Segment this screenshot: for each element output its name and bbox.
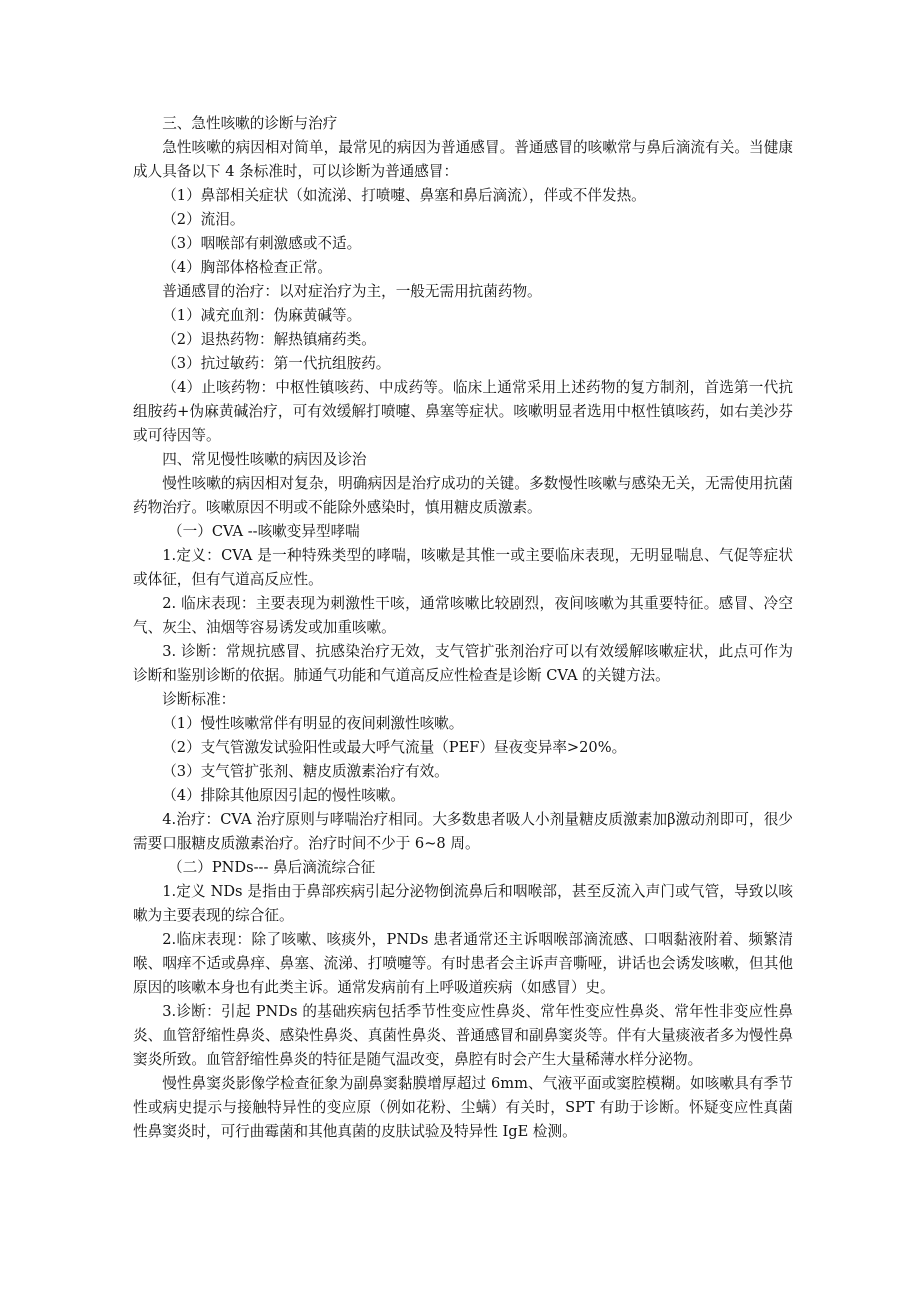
list-item-cold-criterion-3: （3）咽喉部有刺激感或不适。 <box>162 235 362 252</box>
list-item-cva-criterion-1: （1）慢性咳嗽常伴有明显的夜间刺激性咳嗽。 <box>162 715 464 732</box>
paragraph-cva-diagnosis: 3. 诊断：常规抗感冒、抗感染治疗无效，支气管扩张剂治疗可以有效缓解咳嗽症状，此点可作为诊断和鉴别诊断的依据。肺通气功能和气道高反应性检查是诊断 CVA 的关键方法。 <box>133 643 793 684</box>
paragraph-acute-cough-intro: 急性咳嗽的病因相对简单，最常见的病因为普通感冒。普通感冒的咳嗽常与鼻后滴流有关。当健康成人具备以下 4 条标准时，可以诊断为普通感冒： <box>133 139 793 180</box>
paragraph-sinusitis-imaging: 慢性鼻窦炎影像学检查征象为副鼻窦黏膜增厚超过 6mm、气液平面或窦腔模糊。如咳嗽具有季节性或病史提示与接触特异性的变应原（例如花粉、尘螨）有关时，SPT 有助于诊断。怀疑变应性真菌性鼻窦炎时，可行曲霉菌和其他真菌的皮肤试验及特异性 IgE 检测。 <box>133 1075 793 1140</box>
list-item-cva-criterion-3: （3）支气管扩张剂、糖皮质激素治疗有效。 <box>162 763 449 780</box>
paragraph-cva-clinical: 2. 临床表现：主要表现为刺激性干咳，通常咳嗽比较剧烈，夜间咳嗽为其重要特征。感冒、冷空气、灰尘、油烟等容易诱发或加重咳嗽。 <box>133 595 793 636</box>
document-body <box>133 112 793 1144</box>
list-item-treatment-3: （3）抗过敏药：第一代抗组胺药。 <box>162 355 391 372</box>
section-heading-chronic-cough: 四、常见慢性咳嗽的病因及诊治 <box>162 451 367 468</box>
section-heading-acute-cough: 三、急性咳嗽的诊断与治疗 <box>162 115 338 132</box>
list-item-treatment-1: （1）减充血剂：伪麻黄碱等。 <box>162 307 362 324</box>
list-item-treatment-2: （2）退热药物：解热镇痛药类。 <box>162 331 376 348</box>
paragraph-chronic-cough-intro: 慢性咳嗽的病因相对复杂，明确病因是治疗成功的关键。多数慢性咳嗽与感染无关，无需使用抗菌药物治疗。咳嗽原因不明或不能除外感染时，慎用糖皮质激素。 <box>133 475 793 516</box>
list-item-cva-criterion-4: （4）排除其他原因引起的慢性咳嗽。 <box>162 787 405 804</box>
paragraph-pnds-definition: 1.定义 NDs 是指由于鼻部疾病引起分泌物倒流鼻后和咽喉部，甚至反流入声门或气管，导致以咳嗽为主要表现的综合征。 <box>133 883 793 924</box>
list-item-cold-criterion-4: （4）胸部体格检查正常。 <box>162 259 333 276</box>
subheading-cva: （一）CVA --咳嗽变异型哮喘 <box>168 523 360 540</box>
list-item-cold-criterion-2: （2）流泪。 <box>162 211 245 228</box>
paragraph-cold-treatment: 普通感冒的治疗：以对症治疗为主，一般无需用抗菌药物。 <box>162 283 542 300</box>
list-item-treatment-4: （4）止咳药物：中枢性镇咳药、中成药等。临床上通常采用上述药物的复方制剂，首选第一代抗组胺药+伪麻黄碱治疗，可有效缓解打喷嚏、鼻塞等症状。咳嗽明显者选用中枢性镇咳药，如右美沙芬或可待因等。 <box>133 379 793 444</box>
paragraph-cva-definition: 1.定义：CVA 是一种特殊类型的哮喘，咳嗽是其惟一或主要临床表现，无明显喘息、气促等症状或体征，但有气道高反应性。 <box>133 547 793 588</box>
subheading-pnds: （二）PNDs--- 鼻后滴流综合征 <box>168 859 376 876</box>
paragraph-pnds-diagnosis: 3.诊断：引起 PNDs 的基础疾病包括季节性变应性鼻炎、常年性变应性鼻炎、常年性非变应性鼻炎、血管舒缩性鼻炎、感染性鼻炎、真菌性鼻炎、普通感冒和副鼻窦炎等。伴有大量痰液者多为慢性鼻窦炎所致。血管舒缩性鼻炎的特征是随气温改变，鼻腔有时会产生大量稀薄水样分泌物。 <box>133 1003 793 1068</box>
list-item-cold-criterion-1: （1）鼻部相关症状（如流涕、打喷嚏、鼻塞和鼻后滴流），伴或不伴发热。 <box>162 187 646 204</box>
paragraph-pnds-clinical: 2.临床表现：除了咳嗽、咳痰外，PNDs 患者通常还主诉咽喉部滴流感、口咽黏液附着、频繁清喉、咽痒不适或鼻痒、鼻塞、流涕、打喷嚏等。有时患者会主诉声音嘶哑，讲话也会诱发咳嗽，但其他原因的咳嗽本身也有此类主诉。通常发病前有上呼吸道疾病（如感冒）史。 <box>133 931 793 996</box>
list-item-cva-criterion-2: （2）支气管激发试验阳性或最大呼气流量（PEF）昼夜变异率>20%。 <box>162 739 627 756</box>
paragraph-cva-criteria-label: 诊断标准： <box>162 691 236 708</box>
paragraph-cva-treatment: 4.治疗：CVA 治疗原则与哮喘治疗相同。大多数患者吸人小剂量糖皮质激素加β激动剂即可，很少需要口服糖皮质激素治疗。治疗时间不少于 6~8 周。 <box>133 811 793 852</box>
